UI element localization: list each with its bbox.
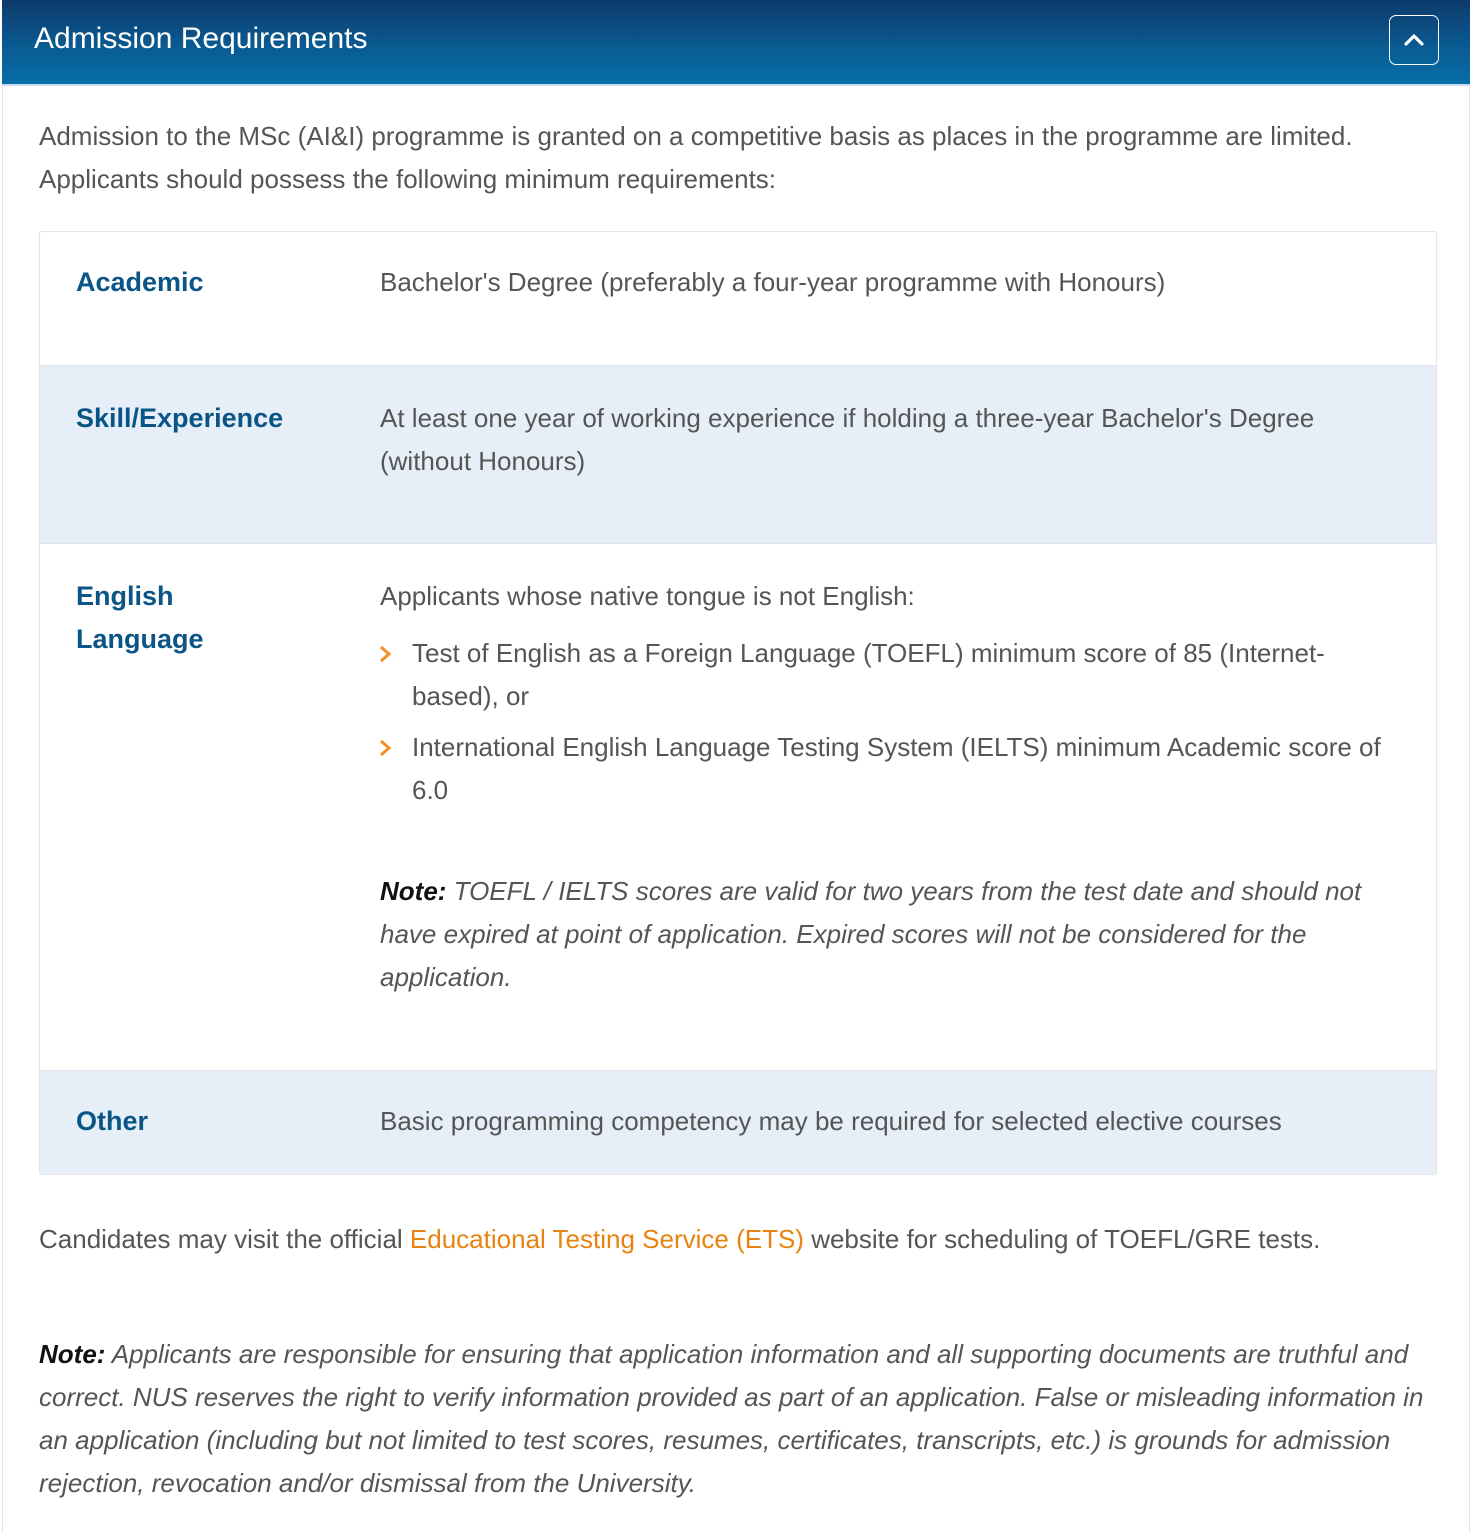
section-title: Admission Requirements bbox=[34, 22, 368, 55]
requirement-value: Applicants whose native tongue is not English: bbox=[380, 581, 915, 611]
test-list bbox=[380, 632, 1390, 812]
ets-link[interactable]: Educational Testing Service (ETS) bbox=[409, 1224, 804, 1254]
requirement-value: Bachelor's Degree (preferably a four-year programme with Honours) bbox=[380, 267, 1166, 297]
chevron-up-icon bbox=[1403, 33, 1425, 47]
requirement-value-block bbox=[380, 575, 1390, 999]
list-item bbox=[380, 632, 1390, 718]
requirement-row-other bbox=[40, 1070, 1436, 1174]
ets-paragraph bbox=[39, 1217, 1439, 1261]
note-text: TOEFL / IELTS scores are valid for two years from the test date and should not have expired at point of application. Expired scores will not be considered for the application. bbox=[380, 876, 1362, 992]
requirement-label: Academic bbox=[76, 267, 204, 297]
requirement-row-academic bbox=[40, 232, 1436, 365]
collapse-button[interactable] bbox=[1389, 15, 1439, 65]
applicant-responsibility-note bbox=[39, 1333, 1439, 1505]
chevron-right-icon bbox=[378, 645, 392, 663]
requirement-value: Basic programming competency may be required for selected elective courses bbox=[380, 1106, 1282, 1136]
intro-paragraph: Admission to the MSc (AI&I) programme is granted on a competitive basis as places in the programme are limited. Applicants should possess the following minimum requirements: bbox=[39, 121, 1353, 194]
requirement-label: English Language bbox=[76, 581, 204, 654]
list-item bbox=[380, 726, 1390, 812]
requirement-label: Skill/Experience bbox=[76, 403, 284, 433]
requirement-label: Other bbox=[76, 1106, 149, 1136]
requirement-value: At least one year of working experience if holding a three-year Bachelor's Degree (without Honours) bbox=[380, 403, 1315, 476]
requirement-row-skill bbox=[40, 365, 1436, 543]
note-label: Note: bbox=[380, 876, 447, 906]
note-label: Note: bbox=[39, 1339, 106, 1369]
note-text: Applicants are responsible for ensuring that application information and all supporting documents are truthful and correct. NUS reserves the right to verify information provided as part of an application. False or misleading information in an application (including but not limited to test scores, resumes, certificates, transcripts, etc.) is grounds for admission rejection, revocation and/or dismissal from the University. bbox=[39, 1339, 1424, 1498]
ets-text-before: Candidates may visit the official bbox=[39, 1224, 410, 1254]
score-validity-note bbox=[380, 870, 1390, 999]
requirements-table bbox=[39, 231, 1437, 1175]
requirement-row-english bbox=[40, 543, 1436, 1070]
chevron-right-icon bbox=[378, 739, 392, 757]
accordion-header[interactable] bbox=[2, 0, 1470, 86]
list-item-text: Test of English as a Foreign Language (TOEFL) minimum score of 85 (Internet-based), or bbox=[412, 638, 1325, 711]
ets-text-after: website for scheduling of TOEFL/GRE tests. bbox=[803, 1224, 1321, 1254]
list-item-text: International English Language Testing System (IELTS) minimum Academic score of 6.0 bbox=[412, 732, 1381, 805]
